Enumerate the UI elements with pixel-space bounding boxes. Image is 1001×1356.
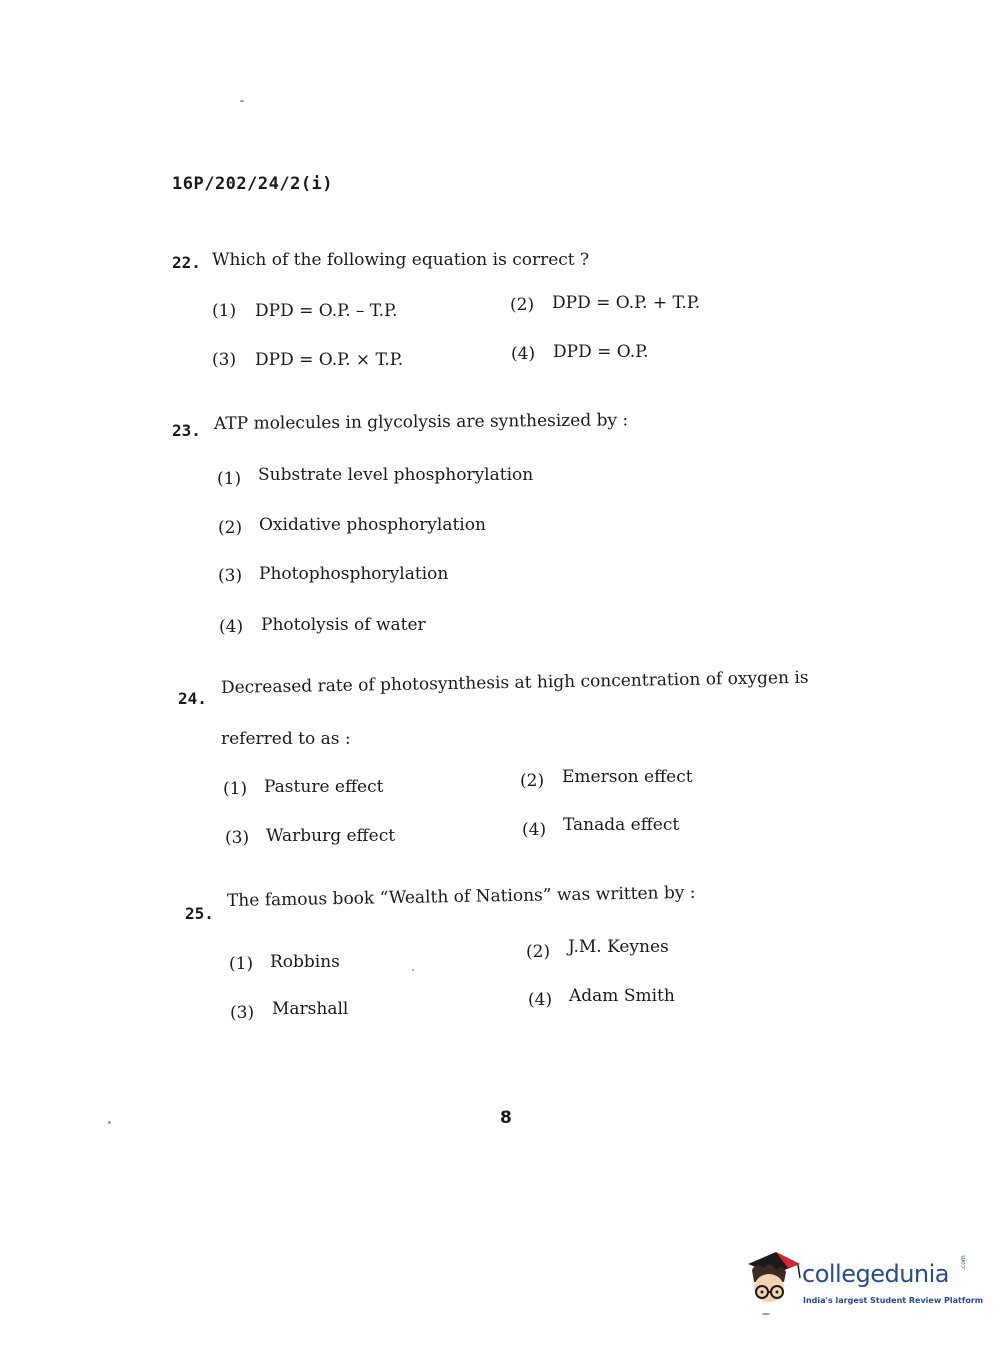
option-number: (2) [510, 295, 535, 315]
option-number: (4) [511, 344, 536, 364]
option-number: (3) [230, 1003, 255, 1023]
option-text: Substrate level phosphorylation [258, 465, 534, 485]
scan-speck [108, 1121, 111, 1124]
question-text-continued: referred to as : [221, 729, 351, 749]
question-text: Decreased rate of photosynthesis at high concentration of oxygen is [220, 667, 809, 698]
question-number: 24. [178, 689, 207, 708]
option-text: Tanada effect [563, 815, 680, 835]
page-number: 8 [500, 1108, 512, 1128]
option-text: Marshall [272, 999, 349, 1019]
logo-tagline: India's largest Student Review Platform [803, 1296, 984, 1305]
option-text: Adam Smith [569, 986, 675, 1006]
option-text: DPD = O.P. × T.P. [255, 350, 404, 370]
option-number: (3) [218, 566, 243, 586]
option-number: (4) [219, 617, 244, 637]
option-text: J.M. Keynes [568, 937, 669, 957]
option-number: (2) [526, 942, 551, 962]
option-text: Warburg effect [266, 826, 396, 846]
option-text: Photophosphorylation [259, 564, 449, 584]
logo-brand-name: collegedunia [802, 1260, 950, 1288]
question-number: 22. [172, 253, 201, 272]
option-text: Robbins [270, 952, 340, 972]
option-text: Photolysis of water [261, 615, 426, 635]
question-number: 25. [185, 904, 214, 923]
option-text: Emerson effect [562, 767, 693, 787]
option-number: (1) [217, 469, 242, 489]
mascot-icon [742, 1248, 804, 1310]
option-text: DPD = O.P. – T.P. [255, 301, 398, 321]
question-text: The famous book “Wealth of Nations” was written by : [226, 882, 696, 911]
option-text: Pasture effect [264, 777, 384, 797]
option-number: (1) [229, 954, 254, 974]
scan-speck [412, 969, 414, 971]
logo-domain-suffix: .com [960, 1255, 967, 1270]
question-number: 23. [172, 421, 201, 440]
option-number: (4) [528, 990, 553, 1010]
question-text: ATP molecules in glycolysis are synthesized by : [213, 410, 629, 434]
scan-speck [762, 1313, 770, 1315]
option-number: (1) [212, 301, 237, 321]
option-text: Oxidative phosphorylation [259, 515, 486, 535]
option-number: (3) [212, 350, 237, 370]
question-text: Which of the following equation is correct ? [212, 250, 590, 270]
option-number: (1) [223, 779, 248, 799]
option-number: (4) [522, 820, 547, 840]
scan-speck [240, 100, 244, 102]
option-number: (2) [218, 518, 243, 538]
option-text: DPD = O.P. + T.P. [552, 293, 701, 313]
option-text: DPD = O.P. [553, 342, 649, 362]
option-number: (3) [225, 828, 250, 848]
option-number: (2) [520, 771, 545, 791]
collegedunia-logo [742, 1248, 984, 1310]
paper-code: 16P/202/24/2(i) [172, 174, 334, 194]
